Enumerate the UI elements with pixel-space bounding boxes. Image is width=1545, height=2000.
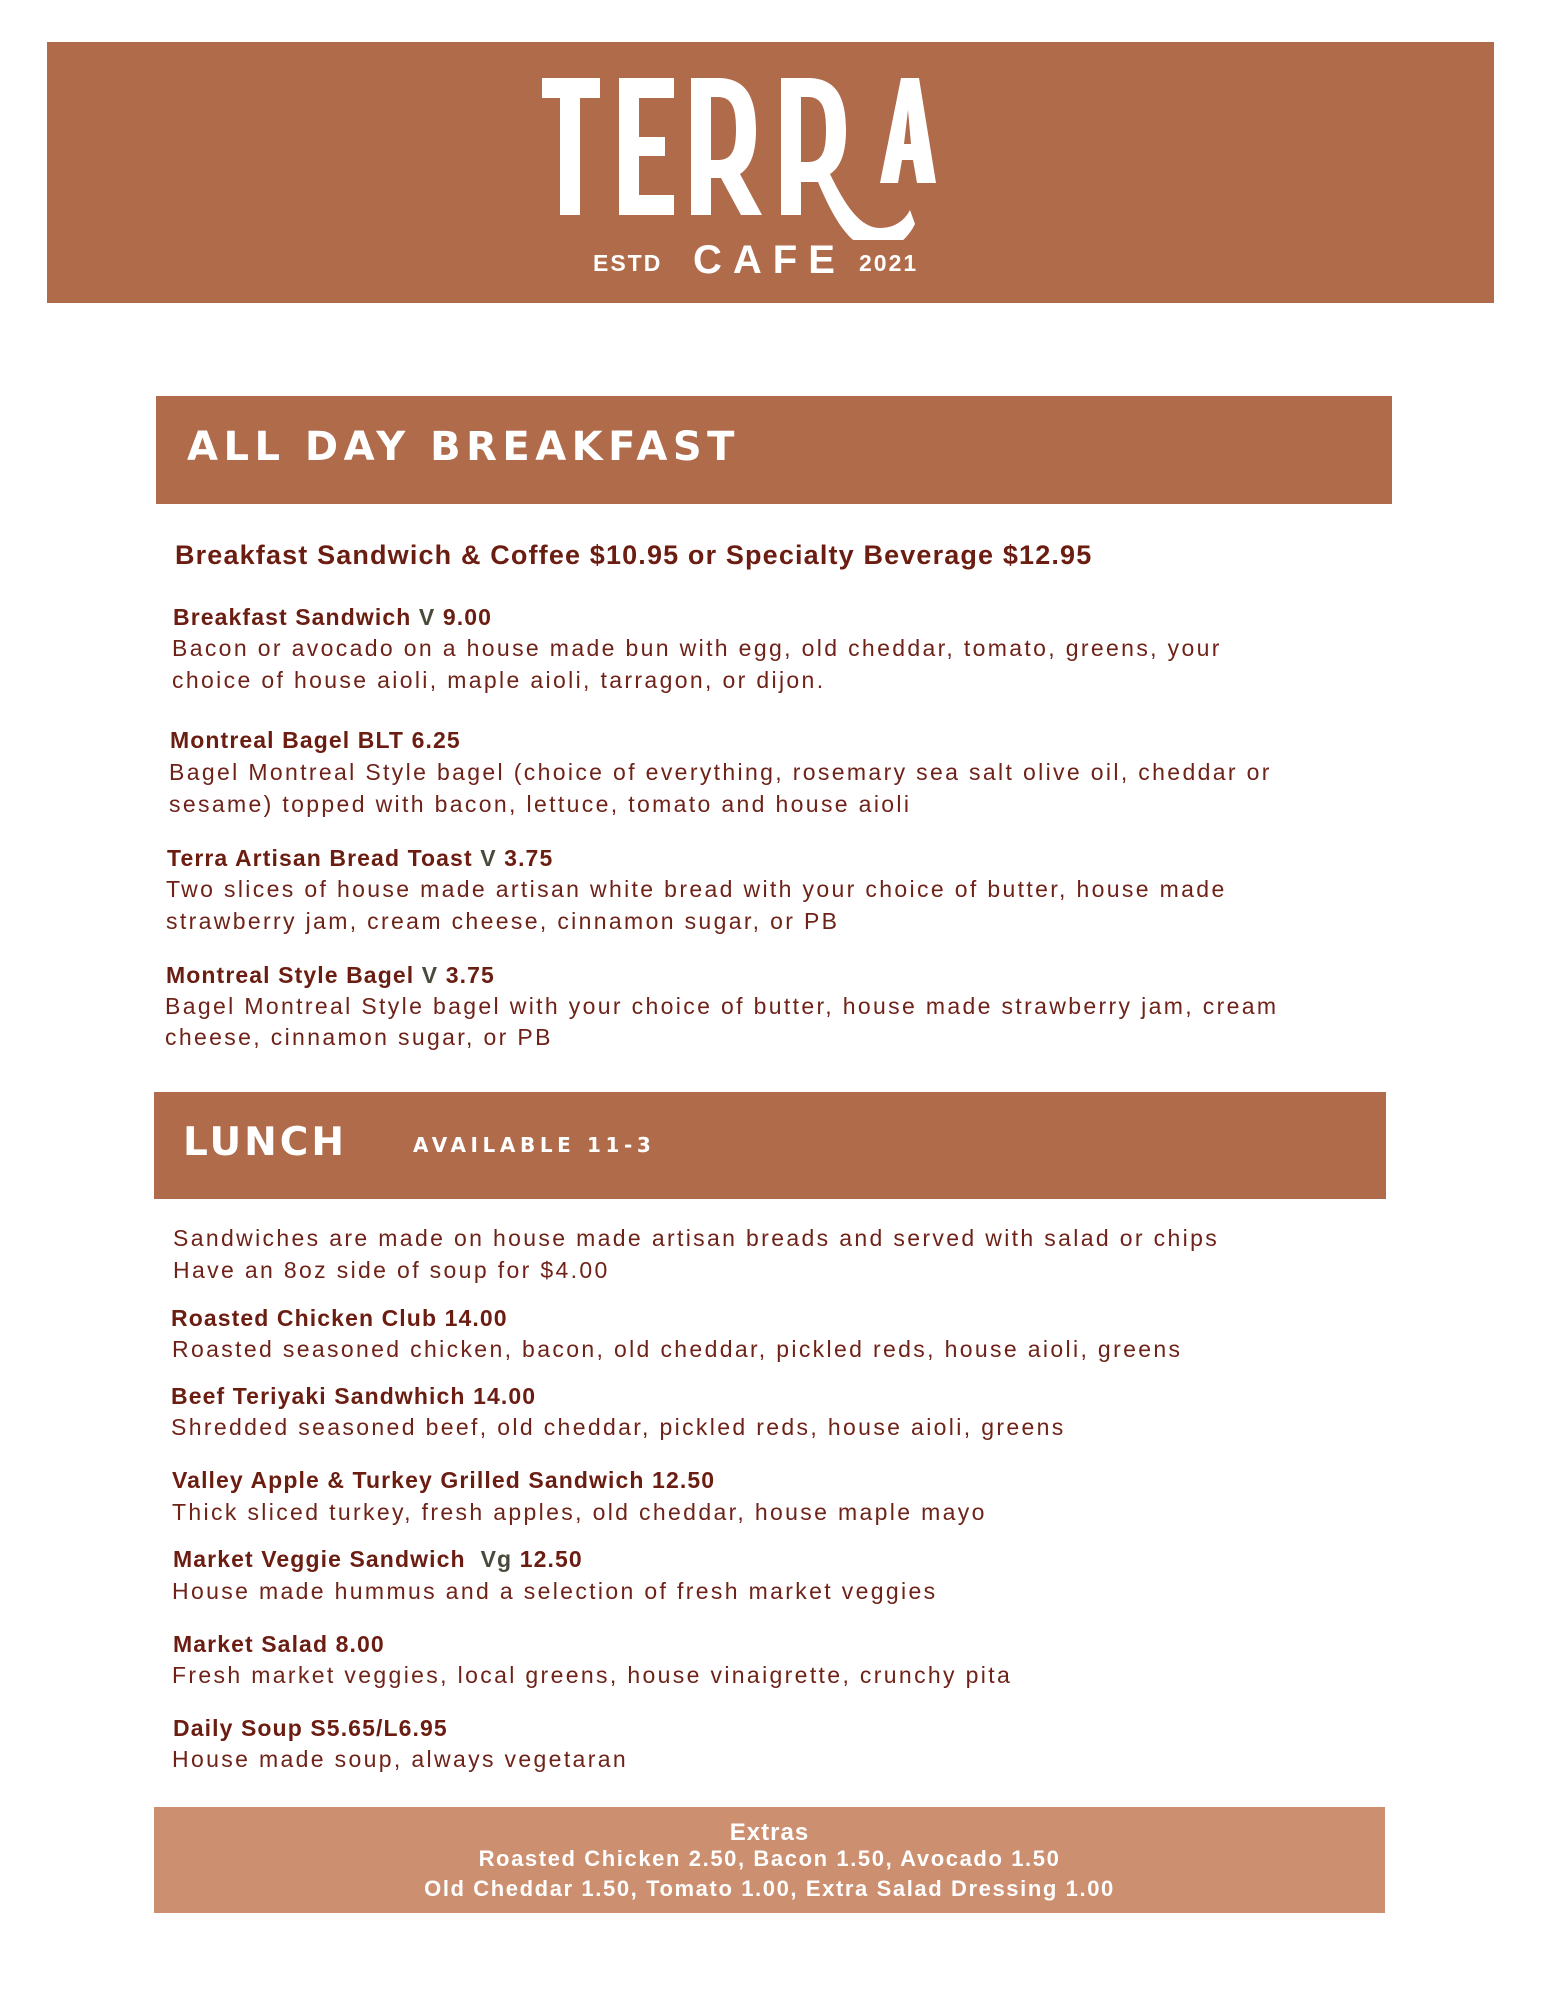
vegetarian-marker: V [421, 962, 439, 988]
menu-item-title [170, 729, 461, 752]
lunch-availability: AVAILABLE 11-3 [413, 1133, 656, 1157]
item-name: Market Veggie Sandwich [173, 1546, 474, 1572]
extras-title: Extras [729, 1819, 810, 1846]
lunch-section-title: LUNCH [183, 1120, 348, 1165]
menu-item-description: strawberry jam, cream cheese, cinnamon sugar, or PB [166, 908, 840, 934]
item-name: Market Salad [173, 1631, 329, 1657]
item-name: Montreal Bagel BLT [170, 727, 405, 753]
item-price: 12.50 [652, 1467, 716, 1493]
lunch-intro: Sandwiches are made on house made artisan breads and served with salad or chips [173, 1225, 1220, 1251]
item-price: 9.00 [442, 604, 493, 630]
item-price: 12.50 [519, 1546, 583, 1572]
menu-item-title [171, 1385, 536, 1408]
vegan-marker: Vg [480, 1546, 513, 1572]
menu-item-title [166, 964, 495, 987]
vegetarian-marker: V [480, 845, 497, 871]
menu-item-description: Shredded seasoned beef, old cheddar, pickled reds, house aioli, greens [171, 1414, 1066, 1440]
established-year: 2021 [859, 250, 919, 276]
item-name: Daily Soup [173, 1715, 303, 1741]
menu-item-title [173, 1633, 385, 1656]
terra-logo [0, 0, 1545, 240]
menu-item-description: cheese, cinnamon sugar, or PB [165, 1024, 553, 1050]
vegetarian-marker: V [418, 604, 436, 630]
menu-item-description: Bacon or avocado on a house made bun with egg, old cheddar, tomato, greens, your [172, 635, 1222, 661]
menu-item-description: Roasted seasoned chicken, bacon, old cheddar, pickled reds, house aioli, greens [172, 1336, 1183, 1362]
breakfast-promo: Breakfast Sandwich & Coffee $10.95 or Specialty Beverage $12.95 [175, 540, 1093, 570]
menu-item-title [167, 847, 553, 870]
item-name: Breakfast Sandwich [173, 604, 412, 630]
item-price: S5.65/L6.95 [310, 1715, 448, 1741]
item-price: 8.00 [335, 1631, 385, 1657]
cafe-label: CAFE [693, 238, 846, 282]
menu-item-description: sesame) topped with bacon, lettuce, tomato and house aioli [169, 791, 912, 817]
item-price: 3.75 [445, 962, 495, 988]
menu-item-description: Thick sliced turkey, fresh apples, old cheddar, house maple mayo [172, 1499, 987, 1525]
menu-item-description: House made soup, always vegetaran [172, 1746, 628, 1772]
extras-line: Roasted Chicken 2.50, Bacon 1.50, Avocado 1.50 [478, 1846, 1061, 1871]
menu-item-title [173, 1548, 583, 1571]
item-price: 3.75 [504, 845, 554, 871]
menu-item-title [171, 1307, 508, 1330]
item-price: 14.00 [444, 1305, 508, 1331]
header-subline [0, 238, 1545, 286]
menu-item-title [172, 1469, 715, 1492]
breakfast-section-title: ALL DAY BREAKFAST [187, 424, 740, 470]
menu-item-description: Fresh market veggies, local greens, house vinaigrette, crunchy pita [172, 1662, 1013, 1688]
item-name: Valley Apple & Turkey Grilled Sandwich [172, 1467, 645, 1493]
lunch-intro: Have an 8oz side of soup for $4.00 [173, 1257, 610, 1283]
menu-item-description: choice of house aioli, maple aioli, tarragon, or dijon. [172, 667, 826, 693]
item-price: 6.25 [411, 727, 461, 753]
item-name: Terra Artisan Bread Toast [167, 845, 473, 871]
menu-item-title [173, 1717, 448, 1740]
menu-item-description: Bagel Montreal Style bagel with your choice of butter, house made strawberry jam, cream [165, 993, 1279, 1019]
menu-item-description: Two slices of house made artisan white bread with your choice of butter, house made [166, 876, 1227, 902]
item-name: Roasted Chicken Club [171, 1305, 438, 1331]
extras-line: Old Cheddar 1.50, Tomato 1.00, Extra Salad Dressing 1.00 [424, 1876, 1115, 1901]
menu-item-title [173, 606, 492, 629]
item-name: Beef Teriyaki Sandwhich [171, 1383, 466, 1409]
menu-item-description: Bagel Montreal Style bagel (choice of everything, rosemary sea salt olive oil, cheddar or [169, 759, 1272, 785]
item-name: Montreal Style Bagel [166, 962, 415, 988]
item-price: 14.00 [473, 1383, 537, 1409]
estd-label: ESTD [593, 250, 663, 276]
menu-item-description: House made hummus and a selection of fresh market veggies [172, 1578, 938, 1604]
